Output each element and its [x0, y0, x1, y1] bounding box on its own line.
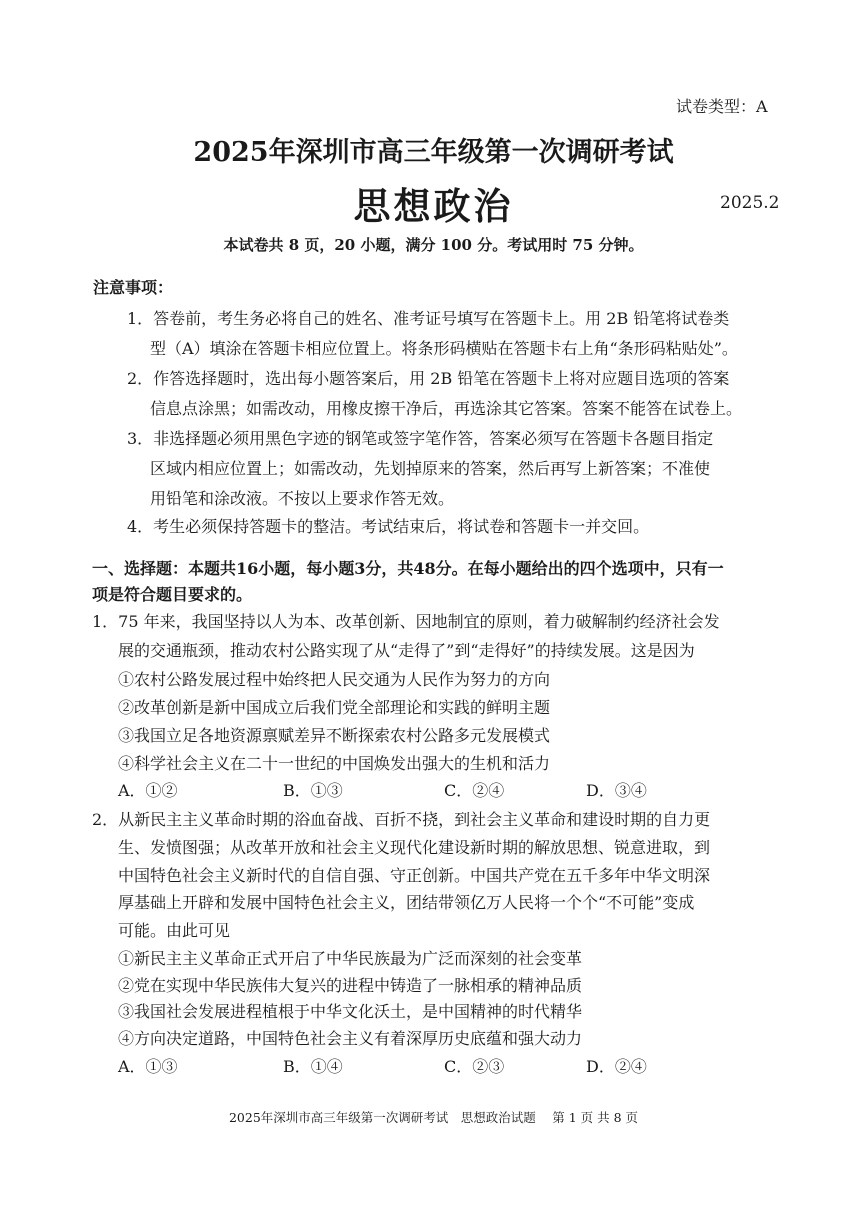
notice-line: 区域内相应位置上；如需改动，先划掉原来的答案，然后再写上新答案；不准使 [150, 459, 711, 478]
question-2-option-c: C．②③ [444, 1057, 505, 1076]
question-1-statement: ④科学社会主义在二十一世纪的中国焕发出强大的生机和活力 [118, 754, 551, 773]
question-2-stem: 中国特色社会主义新时代的自信自强、守正创新。中国共产党在五千多年中华文明深 [118, 866, 711, 885]
question-2-option-d: D．②④ [586, 1057, 647, 1076]
question-1-option-a: A．①② [118, 781, 178, 800]
question-2-option-b: B．①④ [283, 1057, 343, 1076]
question-2-stem: 可能。由此可见 [118, 921, 231, 940]
exam-date: 2025.2 [720, 193, 780, 213]
question-1-statement: ③我国立足各地资源禀赋差异不断探索农村公路多元发展模式 [118, 726, 551, 745]
question-2-statement: ②党在实现中华民族伟大复兴的进程中铸造了一脉相承的精神品质 [118, 976, 583, 995]
notice-line: 信息点涂黑；如需改动，用橡皮擦干净后，再选涂其它答案。答案不能答在试卷上。 [150, 399, 743, 418]
notice-line: 用铅笔和涂改液。不按以上要求作答无效。 [150, 489, 455, 508]
notice-line: 1．答卷前，考生务必将自己的姓名、准考证号填写在答题卡上。用 2B 铅笔将试卷类 [127, 309, 730, 328]
question-2-stem: 厚基础上开辟和发展中国特色社会主义，团结带领亿万人民将一个个“不可能”变成 [118, 893, 695, 912]
notice-title: 注意事项： [93, 278, 174, 297]
question-2-option-a: A．①③ [118, 1057, 178, 1076]
question-2-statement: ③我国社会发展进程植根于中华文化沃土，是中国精神的时代精华 [118, 1002, 583, 1021]
question-1-option-c: C．②④ [444, 781, 505, 800]
question-1-stem: 1．75 年来，我国坚持以人为本、改革创新、因地制宜的原则，着力破解制约经济社会发 [92, 612, 720, 631]
notice-line: 2．作答选择题时，选出每小题答案后，用 2B 铅笔在答题卡上将对应题目选项的答案 [127, 369, 730, 388]
question-2-stem: 2．从新民主主义革命时期的浴血奋战、百折不挠，到社会主义革命和建设时期的自力更 [92, 810, 711, 829]
question-1-stem: 展的交通瓶颈，推动农村公路实现了从“走得了”到“走得好”的持续发展。这是因为 [118, 641, 695, 660]
question-2-stem: 生、发愤图强；从改革开放和社会主义现代化建设新时期的解放思想、锐意进取，到 [118, 838, 711, 857]
question-2-statement: ④方向决定道路，中国特色社会主义有着深厚历史底蕴和强大动力 [118, 1029, 583, 1048]
question-1-statement: ②改革创新是新中国成立后我们党全部理论和实践的鲜明主题 [118, 698, 551, 717]
notice-line: 3．非选择题必须用黑色字迹的钢笔或签字笔作答，答案必须写在答题卡各题目指定 [127, 429, 714, 448]
paper-type: 试卷类型：A [676, 97, 768, 116]
section-heading: 项是符合题目要求的。 [92, 585, 253, 604]
question-1-statement: ①农村公路发展过程中始终把人民交通为人民作为努力的方向 [118, 670, 551, 689]
question-2-statement: ①新民主主义革命正式开启了中华民族最为广泛而深刻的社会变革 [118, 949, 583, 968]
notice-line: 型（A）填涂在答题卡相应位置上。将条形码横贴在答题卡右上角“条形码粘贴处”。 [150, 339, 738, 358]
page-footer: 2025年深圳市高三年级第一次调研考试 思想政治试题 第 1 页 共 8 页 [228, 1110, 639, 1125]
paper-summary: 本试卷共 8 页，20 小题，满分 100 分。考试用时 75 分钟。 [223, 236, 644, 254]
subject-title: 思想政治 [353, 184, 514, 228]
exam-title: 2025年深圳市高三年级第一次调研考试 [193, 137, 674, 168]
notice-line: 4．考生必须保持答题卡的整洁。考试结束后，将试卷和答题卡一并交回。 [127, 517, 650, 536]
question-1-option-b: B．①③ [283, 781, 343, 800]
question-1-option-d: D．③④ [586, 781, 647, 800]
section-heading: 一、选择题：本题共16小题，每小题3分，共48分。在每小题给出的四个选项中，只有一 [92, 559, 724, 578]
